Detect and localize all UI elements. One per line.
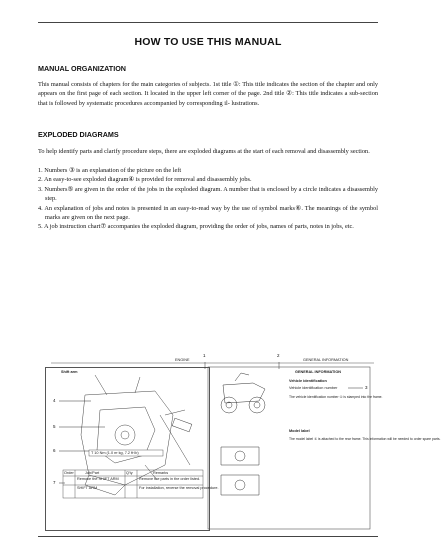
- callout-5: 5: [53, 424, 56, 429]
- vid-heading: Vehicle identification: [289, 379, 327, 383]
- right-title: GENERAL INFORMATION: [295, 370, 342, 374]
- table-header-job: Job/Part: [85, 471, 100, 475]
- exploded-list: [38, 166, 378, 232]
- section-heading-exploded: EXPLODED DIAGRAMS: [38, 130, 119, 139]
- left-header-text: ENGINE: [175, 358, 190, 362]
- table-header-remarks: Remarks: [153, 471, 169, 475]
- bottom-rule: [38, 536, 378, 537]
- model-text: The model label ① is attached to the rear frame. This information will be needed to order spare parts.: [289, 437, 441, 441]
- vid-sub: Vehicle identification number: [289, 386, 338, 390]
- callout-3: 3: [365, 385, 368, 390]
- list-item: 4. An explanation of jobs and notes is presented in an easy-to-read way by the use of symbol marks⑥. The meanings of the symbol marks are given on the next page.: [38, 204, 378, 222]
- section-heading-organization: MANUAL ORGANIZATION: [38, 64, 126, 73]
- table-header-qty: Q'ty: [126, 471, 133, 475]
- table-cell: For installation, reverse the removal procedure.: [139, 486, 219, 490]
- callout-2: 2: [277, 353, 280, 358]
- table-cell: Remove the parts in the order listed.: [139, 477, 201, 481]
- callout-4: 4: [53, 398, 56, 403]
- list-item: 1. Numbers ③ is an explanation of the picture on the left: [38, 167, 182, 174]
- table-cell: Remove the SHIFT ARM: [77, 477, 119, 481]
- table-cell: SHIFT ARM: [77, 486, 98, 490]
- organization-paragraph: This manual consists of chapters for the main categories of subjects. 1st title ①: This title indicates the section of the chapter and only appears on the first page of each section. It located in the upper left corner of the page. 2nd title ②: This title indicates a sub-section that is followed by systematic procedures accompanied by corresponding il- lustrations.: [38, 81, 378, 107]
- table-header-order: Order: [64, 471, 74, 475]
- model-heading: Model label: [289, 429, 310, 433]
- list-item: 2. An easy-to-see exploded diagram④ is provided for removal and disassembly jobs.: [38, 176, 252, 184]
- callout-1: 1: [203, 353, 206, 358]
- callout-6: 6: [53, 448, 56, 453]
- left-subtitle: Shift arm: [61, 370, 78, 374]
- right-header-text: GENERAL INFORMATION: [303, 358, 349, 362]
- vid-text: The vehicle identification number ① is stamped into the frame.: [289, 395, 383, 399]
- page-title: HOW TO USE THIS MANUAL: [134, 36, 282, 48]
- top-rule: [38, 22, 378, 23]
- list-item: 5. A job instruction chart⑦ accompanies the exploded diagram, providing the order of jobs, names of parts, notes in jobs, etc.: [38, 223, 354, 231]
- callout-7: 7: [53, 480, 56, 485]
- exploded-intro: To help identify parts and clarify procedure steps, there are exploded diagrams at the start of each removal and disassembly section.: [38, 148, 370, 155]
- torque-label: T 10 Nm (1.0 m·kg, 7.2 ft·lb): [91, 451, 139, 455]
- list-item: 3. Numbers⑤ are given in the order of the jobs in the exploded diagram. A number that is enclosed by a circle indicates a disassembly step.: [38, 185, 378, 203]
- example-figure: [45, 353, 441, 530]
